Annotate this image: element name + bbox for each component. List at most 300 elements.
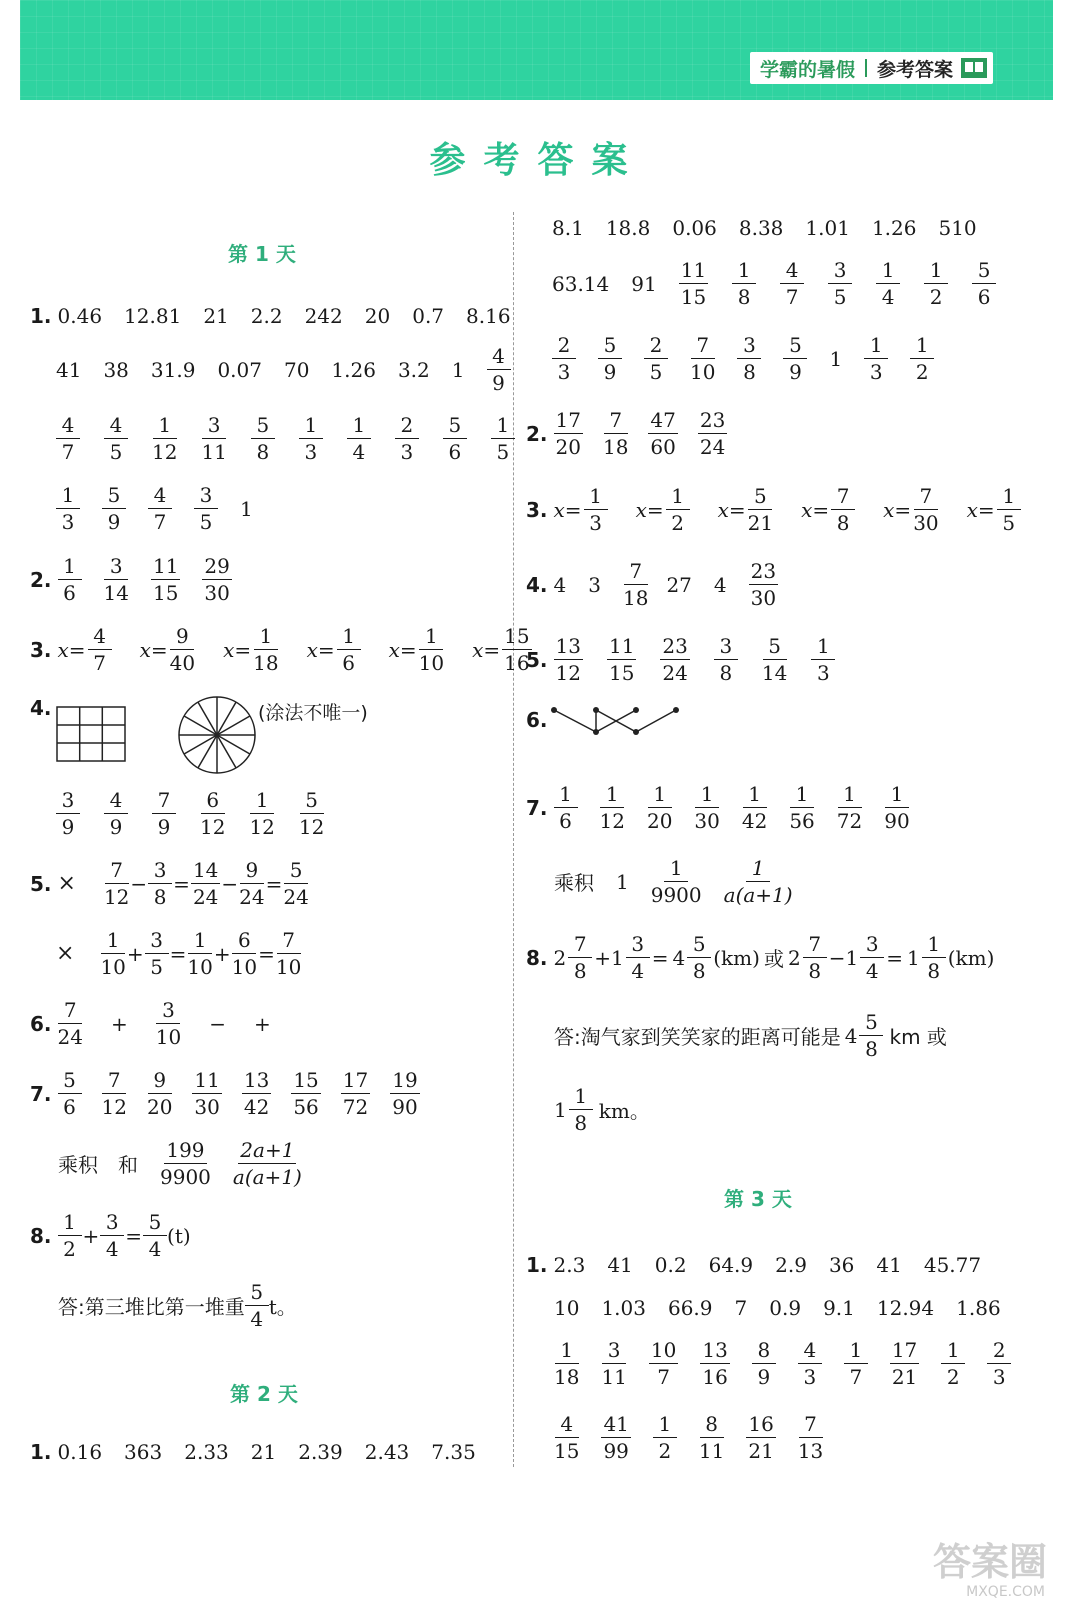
answer-text: 答:第三堆比第一堆重 xyxy=(58,1295,245,1319)
fraction: $\frac{1}{9900}$ xyxy=(650,856,702,907)
numerator: 2 xyxy=(987,1340,1011,1364)
sign: + xyxy=(253,1011,271,1036)
fraction xyxy=(100,930,125,977)
fraction-group xyxy=(554,1414,845,1461)
denominator: 15 xyxy=(680,285,707,309)
numerator: 10 xyxy=(650,1338,677,1362)
fraction xyxy=(783,335,807,382)
variable: x= xyxy=(883,497,912,522)
fraction xyxy=(104,415,128,462)
number: 0.9 xyxy=(769,1296,802,1320)
fraction xyxy=(752,1340,776,1387)
denominator: 9 xyxy=(789,360,802,384)
l-q2 xyxy=(30,556,254,603)
numerator: 4 xyxy=(56,415,80,439)
l-q5-row2 xyxy=(56,930,301,977)
fraction xyxy=(299,790,324,837)
denominator: 24 xyxy=(283,885,309,909)
number: 0.06 xyxy=(672,216,717,240)
q-label: 6. xyxy=(30,1011,52,1036)
numerator: 29 xyxy=(204,554,230,578)
denominator: 16 xyxy=(702,1365,728,1389)
answer-text: 答:淘气家到笑笑家的距离可能是 xyxy=(554,1025,841,1049)
fraction xyxy=(972,260,996,307)
denominator: 3 xyxy=(869,360,883,384)
fraction xyxy=(232,930,257,977)
operator: = xyxy=(169,941,187,966)
fraction: $\frac{4}{9}$ xyxy=(487,346,511,393)
denominator: 10 xyxy=(100,955,126,979)
numerator: 1 xyxy=(941,1340,965,1364)
denominator: 12 xyxy=(249,815,275,839)
numerator: 1 xyxy=(584,486,608,510)
number: 2.3 xyxy=(553,1253,586,1277)
denominator: 7 xyxy=(849,1365,863,1389)
numerator: 1 xyxy=(250,790,274,814)
denominator: 14 xyxy=(761,661,788,685)
fraction xyxy=(598,335,622,382)
q-label: 3. xyxy=(526,497,548,522)
denominator: 8 xyxy=(719,661,733,685)
fraction xyxy=(395,415,419,462)
number: 2.9 xyxy=(775,1253,807,1277)
denominator: 15 xyxy=(608,661,635,685)
numerator: 7 xyxy=(277,930,301,954)
operator: = xyxy=(173,871,190,896)
numerator: 3 xyxy=(714,636,738,660)
fraction-group xyxy=(554,1340,1033,1387)
fraction xyxy=(104,556,129,603)
numerator: 1 xyxy=(732,260,756,284)
denominator: 56 xyxy=(789,809,815,833)
number: 363 xyxy=(124,1440,163,1464)
number: 2.33 xyxy=(184,1440,229,1464)
fraction xyxy=(924,260,948,307)
denominator: 6 xyxy=(559,809,572,833)
fraction xyxy=(554,1414,579,1461)
denominator: 3 xyxy=(803,1365,817,1389)
denominator: 8 xyxy=(256,440,270,464)
fraction xyxy=(104,790,128,837)
number-group xyxy=(554,1296,1023,1320)
number: 1.03 xyxy=(601,1296,646,1320)
fraction xyxy=(194,485,218,532)
denominator: 90 xyxy=(884,809,910,833)
numerator: 5 xyxy=(102,485,126,509)
denominator: 10 xyxy=(187,955,213,979)
fraction xyxy=(789,784,814,831)
number: 1 xyxy=(829,346,843,371)
l-q1-row3 xyxy=(56,415,539,462)
denominator: 2 xyxy=(915,360,929,384)
numerator: 4 xyxy=(555,1414,579,1438)
denominator: 6 xyxy=(977,285,991,309)
fraction xyxy=(653,1414,677,1461)
number-group xyxy=(552,272,679,296)
numerator: 14 xyxy=(192,858,219,882)
denominator: 6 xyxy=(342,651,355,675)
denominator: 24 xyxy=(239,885,265,909)
fraction: $\frac{7}{8}$ xyxy=(803,934,827,981)
numerator: 1 xyxy=(491,415,515,439)
variable: x= xyxy=(139,637,168,662)
number: 510 xyxy=(938,216,977,240)
word: 乘积 xyxy=(554,871,594,895)
number: 1.01 xyxy=(805,216,850,240)
numerator: 3 xyxy=(202,415,226,439)
denominator: 10 xyxy=(231,955,258,979)
numerator: 1 xyxy=(666,486,690,510)
number: 2 xyxy=(553,945,567,970)
denominator: 7 xyxy=(785,285,799,309)
fraction xyxy=(276,930,301,977)
number: 63.14 xyxy=(552,271,610,296)
q-label: 6. xyxy=(526,708,548,732)
numerator: 1 xyxy=(555,1340,579,1364)
denominator: 2 xyxy=(671,511,684,535)
minus-sign: − xyxy=(828,945,846,970)
denominator: 60 xyxy=(650,435,676,459)
fraction xyxy=(648,410,677,457)
fraction-group xyxy=(554,636,860,683)
denominator: 72 xyxy=(836,809,863,833)
fraction xyxy=(58,1070,82,1117)
circle-figure xyxy=(176,694,258,776)
numerator: 1 xyxy=(58,1212,82,1236)
fraction xyxy=(251,415,275,462)
fraction xyxy=(554,410,583,457)
fraction: $\frac{5}{8}$ xyxy=(687,934,711,981)
fraction xyxy=(104,860,129,907)
column-divider xyxy=(513,212,514,1467)
numerator: 23 xyxy=(699,408,726,432)
denominator: 20 xyxy=(146,1095,173,1119)
fraction xyxy=(876,260,900,307)
numerator: 1 xyxy=(600,784,624,808)
numerator: 1 xyxy=(337,626,361,650)
number: 1.86 xyxy=(956,1296,1001,1320)
number: 1 xyxy=(240,496,253,521)
numerator: 1 xyxy=(997,486,1021,510)
denominator: 21 xyxy=(747,511,774,535)
denominator: 30 xyxy=(694,809,720,833)
denominator: 3 xyxy=(992,1365,1006,1389)
denominator: 10 xyxy=(690,360,716,384)
fraction-group xyxy=(56,485,240,532)
grid-figure xyxy=(56,706,128,764)
number: 45.77 xyxy=(923,1253,982,1277)
operator: − xyxy=(130,871,148,896)
numerator: 5 xyxy=(251,415,275,439)
matching-lines-figure xyxy=(548,704,684,740)
l-q4 xyxy=(30,696,58,720)
r-d3q1-row2 xyxy=(554,1296,1023,1320)
fraction xyxy=(997,486,1021,533)
denominator: 21 xyxy=(891,1365,918,1389)
denominator: 12 xyxy=(200,815,226,839)
r-q7-row2 xyxy=(554,858,811,905)
denominator: 8 xyxy=(153,885,167,909)
denominator: 9 xyxy=(107,510,121,534)
denominator: 72 xyxy=(342,1095,369,1119)
denominator: 24 xyxy=(192,885,219,909)
plus-sign: + xyxy=(594,945,612,970)
number: 3 xyxy=(588,572,601,597)
numerator: 7 xyxy=(604,410,628,434)
number: 4 xyxy=(672,945,686,970)
denominator: 5 xyxy=(199,510,213,534)
fraction: $\frac{7}{8}$ xyxy=(568,934,592,981)
numerator: 1 xyxy=(58,556,82,580)
number: 70 xyxy=(283,357,310,382)
denominator: 4 xyxy=(352,440,366,464)
denominator: 21 xyxy=(748,1439,774,1463)
numerator: 1 xyxy=(876,260,900,284)
number: 1 xyxy=(611,945,624,970)
r-q2 xyxy=(526,410,747,457)
fraction xyxy=(443,415,467,462)
numerator: 1 xyxy=(188,930,212,954)
numerator: 7 xyxy=(102,1070,126,1094)
r-d3q1-row4 xyxy=(554,1414,845,1461)
number: 4 xyxy=(553,572,567,597)
q-label: 1. xyxy=(30,1440,52,1464)
l-q6 xyxy=(30,1000,275,1047)
denominator: 4 xyxy=(881,285,895,309)
denominator: 18 xyxy=(554,1365,580,1389)
operator: = xyxy=(265,871,283,896)
fraction xyxy=(699,1414,724,1461)
denominator: 7 xyxy=(153,510,167,534)
fraction xyxy=(192,1070,221,1117)
unit: km。 xyxy=(598,1099,650,1123)
number: 8.1 xyxy=(552,216,584,240)
fraction xyxy=(644,335,668,382)
fraction xyxy=(890,1340,919,1387)
number-group xyxy=(58,1440,498,1464)
l-q1-row4 xyxy=(56,485,275,532)
denominator: 5 xyxy=(649,360,663,384)
fraction xyxy=(607,636,636,683)
number-group xyxy=(56,358,487,382)
number: 41 xyxy=(876,1253,902,1277)
fraction xyxy=(143,1212,167,1259)
r-q3 xyxy=(526,486,1049,533)
denominator: 42 xyxy=(243,1095,270,1119)
numerator: 6 xyxy=(201,790,225,814)
q-label: 1. xyxy=(526,1253,548,1277)
fraction xyxy=(148,485,172,532)
fraction xyxy=(390,1070,419,1117)
fraction xyxy=(601,1414,630,1461)
r-q7 xyxy=(526,784,932,831)
sign: − xyxy=(209,1011,226,1036)
numerator: 1 xyxy=(743,784,767,808)
q-label: 8. xyxy=(526,945,548,970)
number: 2.43 xyxy=(364,1440,410,1464)
denominator: 90 xyxy=(392,1095,418,1119)
denominator: 9 xyxy=(61,815,75,839)
number: 1 xyxy=(845,945,859,970)
day-2-heading: 第 2 天 xyxy=(230,1382,298,1406)
denominator: 3 xyxy=(61,510,75,534)
numerator: 3 xyxy=(148,860,172,884)
number: 91 xyxy=(631,271,657,296)
number: 1.26 xyxy=(331,357,376,382)
fraction xyxy=(299,415,323,462)
variable: x= xyxy=(57,637,86,662)
number: 1 xyxy=(451,357,465,382)
numerator: 7 xyxy=(831,486,855,510)
number: 20 xyxy=(364,304,391,328)
number: 2.39 xyxy=(298,1440,343,1464)
denominator: 14 xyxy=(103,581,129,605)
numerator: 7 xyxy=(105,860,129,884)
fraction xyxy=(56,485,80,532)
q-label: 8. xyxy=(30,1223,52,1248)
denominator: 12 xyxy=(599,809,625,833)
numerator: 3 xyxy=(104,556,128,580)
denominator: 3 xyxy=(557,360,571,384)
fraction xyxy=(88,626,112,673)
fraction xyxy=(941,1340,965,1387)
tag-separator xyxy=(865,59,867,77)
denominator: 2 xyxy=(63,1237,76,1261)
denominator: 3 xyxy=(304,440,318,464)
number: 64.9 xyxy=(708,1253,754,1277)
fraction: $\frac{5}{4}$ xyxy=(245,1282,269,1329)
fraction xyxy=(987,1340,1011,1387)
numerator: 1 xyxy=(347,415,371,439)
variable: x= xyxy=(635,497,664,522)
r-row3 xyxy=(552,335,956,382)
numerator: 3 xyxy=(602,1340,626,1364)
numerator: 11 xyxy=(608,634,635,658)
fraction: $\frac{199}{9900}$ xyxy=(160,1138,211,1189)
numerator: 1 xyxy=(924,260,948,284)
fraction: $\frac{5}{8}$ xyxy=(859,1012,883,1059)
l-q1-row2 xyxy=(56,346,529,393)
numerator: 5 xyxy=(763,636,787,660)
operator: − xyxy=(221,871,239,896)
number: 18.8 xyxy=(605,216,651,240)
fraction xyxy=(603,410,628,457)
l-d2q1 xyxy=(30,1440,498,1464)
watermark-url: MXQE.COM xyxy=(966,1584,1045,1600)
fraction: $\frac{1}{8}$ xyxy=(569,1086,593,1133)
denominator: 2 xyxy=(929,285,943,309)
number: 9.1 xyxy=(823,1296,855,1320)
unit: km 或 xyxy=(889,1025,947,1049)
r-d3q1-row1 xyxy=(526,1253,1003,1277)
numerator: 5 xyxy=(300,790,324,814)
fraction xyxy=(253,626,278,673)
numerator: 41 xyxy=(603,1412,629,1436)
denominator: 56 xyxy=(293,1095,319,1119)
number: 8.16 xyxy=(466,304,511,328)
denominator: 15 xyxy=(152,581,179,605)
numerator: 3 xyxy=(737,335,761,359)
denominator: 8 xyxy=(836,511,850,535)
denominator: 3 xyxy=(400,440,414,464)
fraction xyxy=(748,486,773,533)
fraction xyxy=(864,335,888,382)
numerator: 1 xyxy=(910,335,934,359)
number: 0.16 xyxy=(57,1440,103,1464)
denominator: 5 xyxy=(109,440,123,464)
denominator: 5 xyxy=(833,285,847,309)
fraction xyxy=(647,784,672,831)
q-label: 3. xyxy=(30,637,52,662)
denominator: 6 xyxy=(63,1095,76,1119)
fraction-group xyxy=(552,335,829,382)
sign: + xyxy=(110,1011,128,1036)
number: 0.2 xyxy=(654,1253,687,1277)
watermark-logo: 答案圈 xyxy=(932,1540,1047,1584)
r-q8-answer-2 xyxy=(554,1086,654,1133)
numerator: 1 xyxy=(695,784,719,808)
numerator: 3 xyxy=(828,260,852,284)
numerator: 11 xyxy=(152,554,179,578)
numerator: 3 xyxy=(100,1212,124,1236)
fraction xyxy=(831,486,855,533)
q-label: 5. xyxy=(30,871,52,896)
denominator: 30 xyxy=(204,581,230,605)
denominator: 30 xyxy=(913,511,939,535)
denominator: 24 xyxy=(662,661,688,685)
numerator: 2 xyxy=(395,415,419,439)
fraction xyxy=(762,636,787,683)
l-q1-row1 xyxy=(30,304,533,328)
number: 0.07 xyxy=(217,357,262,382)
fraction: $\frac{7}{24}$ xyxy=(57,998,83,1049)
unit: (t) xyxy=(167,1223,191,1248)
equal-sign: = xyxy=(886,945,903,970)
fraction xyxy=(552,335,576,382)
fraction xyxy=(844,1340,868,1387)
wrong-mark: × xyxy=(57,871,76,896)
fraction xyxy=(337,626,361,673)
numerator: 9 xyxy=(240,860,264,884)
denominator: 12 xyxy=(101,1095,127,1119)
fraction xyxy=(780,260,804,307)
number: 36 xyxy=(828,1253,855,1277)
fraction xyxy=(584,486,608,533)
fraction xyxy=(714,636,738,683)
l-q8-answer xyxy=(58,1282,301,1329)
fraction xyxy=(884,784,909,831)
number: 7 xyxy=(734,1296,748,1320)
number: 3.2 xyxy=(397,357,430,382)
l-q7-row2 xyxy=(58,1140,320,1187)
denominator: 7 xyxy=(93,651,106,675)
denominator: 6 xyxy=(63,581,76,605)
numerator: 4 xyxy=(798,1340,822,1364)
unit: (km) xyxy=(713,945,760,970)
number: 1 xyxy=(554,1097,567,1122)
fraction: $\frac{7}{18}$ xyxy=(622,559,649,610)
numerator: 1 xyxy=(299,415,323,439)
denominator: 15 xyxy=(554,1439,580,1463)
denominator: 7 xyxy=(657,1365,670,1389)
fraction xyxy=(147,1070,172,1117)
variable: x= xyxy=(306,637,335,662)
denominator: 12 xyxy=(555,661,581,685)
operator: = xyxy=(258,941,275,966)
number: 1 xyxy=(906,945,920,970)
r-q4 xyxy=(526,561,796,608)
q-label: 4. xyxy=(30,696,52,720)
